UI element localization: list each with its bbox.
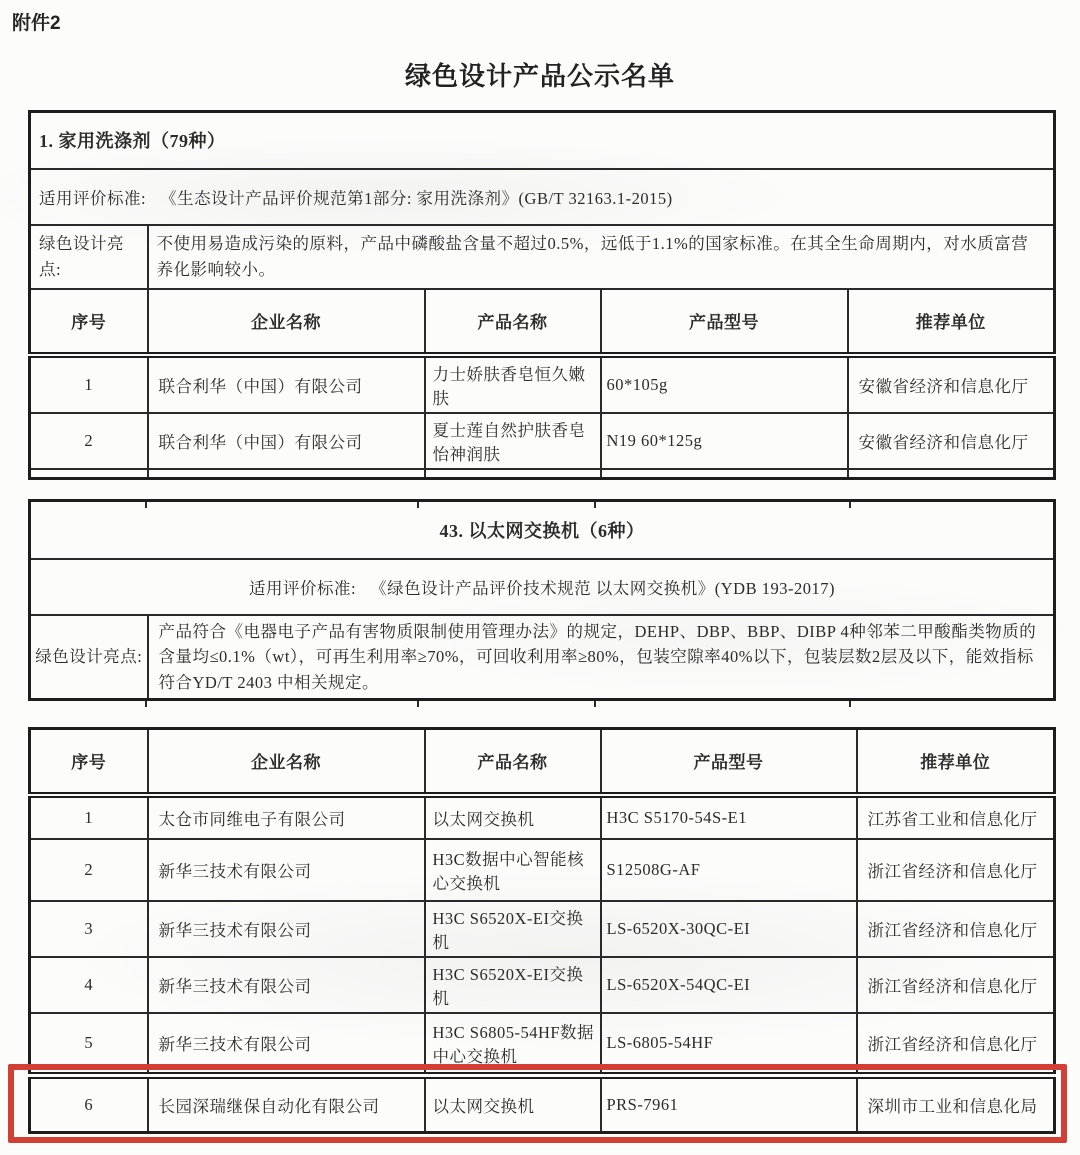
- household-detergent-section: [28, 110, 1053, 480]
- table-cell: 浙江省经济和信息化厅: [857, 1013, 1055, 1076]
- section1-header-row: [30, 112, 1055, 169]
- table-cell: 浙江省经济和信息化厅: [857, 901, 1055, 957]
- table-row: [30, 1013, 1055, 1076]
- section2-highlight-row: [30, 615, 1055, 700]
- table-cell: 联合利华（中国）有限公司: [148, 355, 425, 413]
- table-row: [30, 839, 1055, 901]
- cropped-row-stub: [30, 469, 1055, 479]
- table-header-row: [30, 289, 1055, 355]
- crop-tick: [145, 701, 147, 707]
- table-cell: N19 60*125g: [601, 413, 848, 469]
- crop-tick: [145, 502, 147, 508]
- column-header-company: 企业名称: [148, 289, 425, 355]
- table-cell: H3C S6520X-EI交换机: [425, 901, 601, 957]
- section1-highlight-row: [30, 225, 1055, 289]
- column-header-product: 产品名称: [425, 729, 601, 795]
- section1-standard-text: 《生态设计产品评价规范第1部分: 家用洗涤剂》(GB/T 32163.1-2015): [160, 188, 673, 208]
- column-header-seq: 序号: [30, 729, 148, 795]
- section2-highlight-text: 产品符合《电器电子产品有害物质限制使用管理办法》的规定，DEHP、DBP、BBP、DIBP 4种邻苯二甲酸酯类物质的含量均≤0.1%（wt），可再生利用率≥70%，可回收利用率≥80%，包装空隙率40%以下，包装层数2层及以下，能效指标符合YD/T 2403 中相关规定。: [148, 615, 1055, 700]
- column-header-product: 产品名称: [425, 289, 601, 355]
- page-title: 绿色设计产品公示名单: [404, 61, 675, 91]
- table-header-row: [30, 729, 1055, 795]
- crop-tick: [417, 701, 419, 707]
- crop-tick: [594, 701, 596, 707]
- table-cell: 4: [30, 957, 148, 1013]
- crop-tick: [849, 701, 851, 707]
- household-detergent-table: [28, 110, 1056, 480]
- table-cell: H3C数据中心智能核心交换机: [425, 839, 601, 901]
- table-row: [30, 795, 1055, 839]
- table-cell: 浙江省经济和信息化厅: [857, 839, 1055, 901]
- column-header-company: 企业名称: [148, 729, 425, 795]
- table-cell: 力士娇肤香皂恒久嫩肤: [425, 355, 601, 413]
- table-row: [30, 901, 1055, 957]
- attachment-label: 附件2: [12, 13, 61, 34]
- table-cell: LS-6520X-54QC-EI: [601, 957, 857, 1013]
- table-cell: 联合利华（中国）有限公司: [148, 413, 425, 469]
- table-cell: LS-6520X-30QC-EI: [601, 901, 857, 957]
- standard-label: 适用评价标准:: [39, 188, 147, 208]
- section2-header-row: [30, 501, 1055, 559]
- column-header-seq: 序号: [30, 289, 148, 355]
- table-cell: 浙江省经济和信息化厅: [857, 957, 1055, 1013]
- table-cell: 深圳市工业和信息化局: [857, 1076, 1055, 1133]
- table-cell: 60*105g: [601, 355, 848, 413]
- table-row: [30, 413, 1055, 469]
- table-cell: 安徽省经济和信息化厅: [848, 355, 1055, 413]
- crop-tick: [417, 502, 419, 508]
- section1-title: 1. 家用洗涤剂（79种）: [30, 112, 1055, 169]
- column-header-recommender: 推荐单位: [848, 289, 1055, 355]
- table-cell: 长园深瑞继保自动化有限公司: [148, 1076, 425, 1133]
- table-cell: S12508G-AF: [601, 839, 857, 901]
- table-cell: 以太网交换机: [425, 1076, 601, 1133]
- table-cell: 新华三技术有限公司: [148, 1013, 425, 1076]
- highlight-label: 绿色设计亮点:: [30, 225, 148, 289]
- ethernet-switch-info-table: [28, 499, 1056, 701]
- table-cell: LS-6805-54HF: [601, 1013, 857, 1076]
- table-cell: 以太网交换机: [425, 795, 601, 839]
- table-cell: 6: [30, 1076, 148, 1133]
- table-cell: 夏士莲自然护肤香皂怡神润肤: [425, 413, 601, 469]
- table-cell: 1: [30, 355, 148, 413]
- highlight-label: 绿色设计亮点:: [30, 615, 148, 700]
- section2-standard-row: [30, 559, 1055, 615]
- ethernet-switch-data-section: [28, 727, 1053, 1134]
- table-cell: 2: [30, 413, 148, 469]
- column-header-model: 产品型号: [601, 289, 848, 355]
- table-cell: 2: [30, 839, 148, 901]
- column-header-model: 产品型号: [601, 729, 857, 795]
- table-row: [30, 355, 1055, 413]
- table-cell: 太仓市同维电子有限公司: [148, 795, 425, 839]
- table-cell: 3: [30, 901, 148, 957]
- table-cell: 新华三技术有限公司: [148, 901, 425, 957]
- table-cell: 1: [30, 795, 148, 839]
- section1-standard-row: [30, 169, 1055, 225]
- table-cell: 新华三技术有限公司: [148, 839, 425, 901]
- table-row: [30, 957, 1055, 1013]
- section2-standard-text: 《绿色设计产品评价技术规范 以太网交换机》(YDB 193-2017): [370, 578, 835, 598]
- table-cell: PRS-7961: [601, 1076, 857, 1133]
- ethernet-switch-table: [28, 727, 1056, 1134]
- table-cell: 新华三技术有限公司: [148, 957, 425, 1013]
- crop-tick: [594, 502, 596, 508]
- table-cell: H3C S5170-54S-E1: [601, 795, 857, 839]
- table-cell: 江苏省工业和信息化厅: [857, 795, 1055, 839]
- ethernet-switch-info-section: [28, 499, 1053, 701]
- table-row-highlighted: [30, 1076, 1055, 1133]
- column-header-recommender: 推荐单位: [857, 729, 1055, 795]
- crop-tick: [849, 502, 851, 508]
- section1-highlight-text: 不使用易造成污染的原料，产品中磷酸盐含量不超过0.5%，远低于1.1%的国家标准。在其全生命周期内，对水质富营养化影响较小。: [148, 225, 1055, 289]
- table-cell: H3C S6520X-EI交换机: [425, 957, 601, 1013]
- standard-label: 适用评价标准:: [249, 578, 357, 598]
- section2-title: 43. 以太网交换机（6种）: [30, 501, 1055, 559]
- table-cell: 安徽省经济和信息化厅: [848, 413, 1055, 469]
- table-cell: H3C S6805-54HF数据中心交换机: [425, 1013, 601, 1076]
- table-cell: 5: [30, 1013, 148, 1076]
